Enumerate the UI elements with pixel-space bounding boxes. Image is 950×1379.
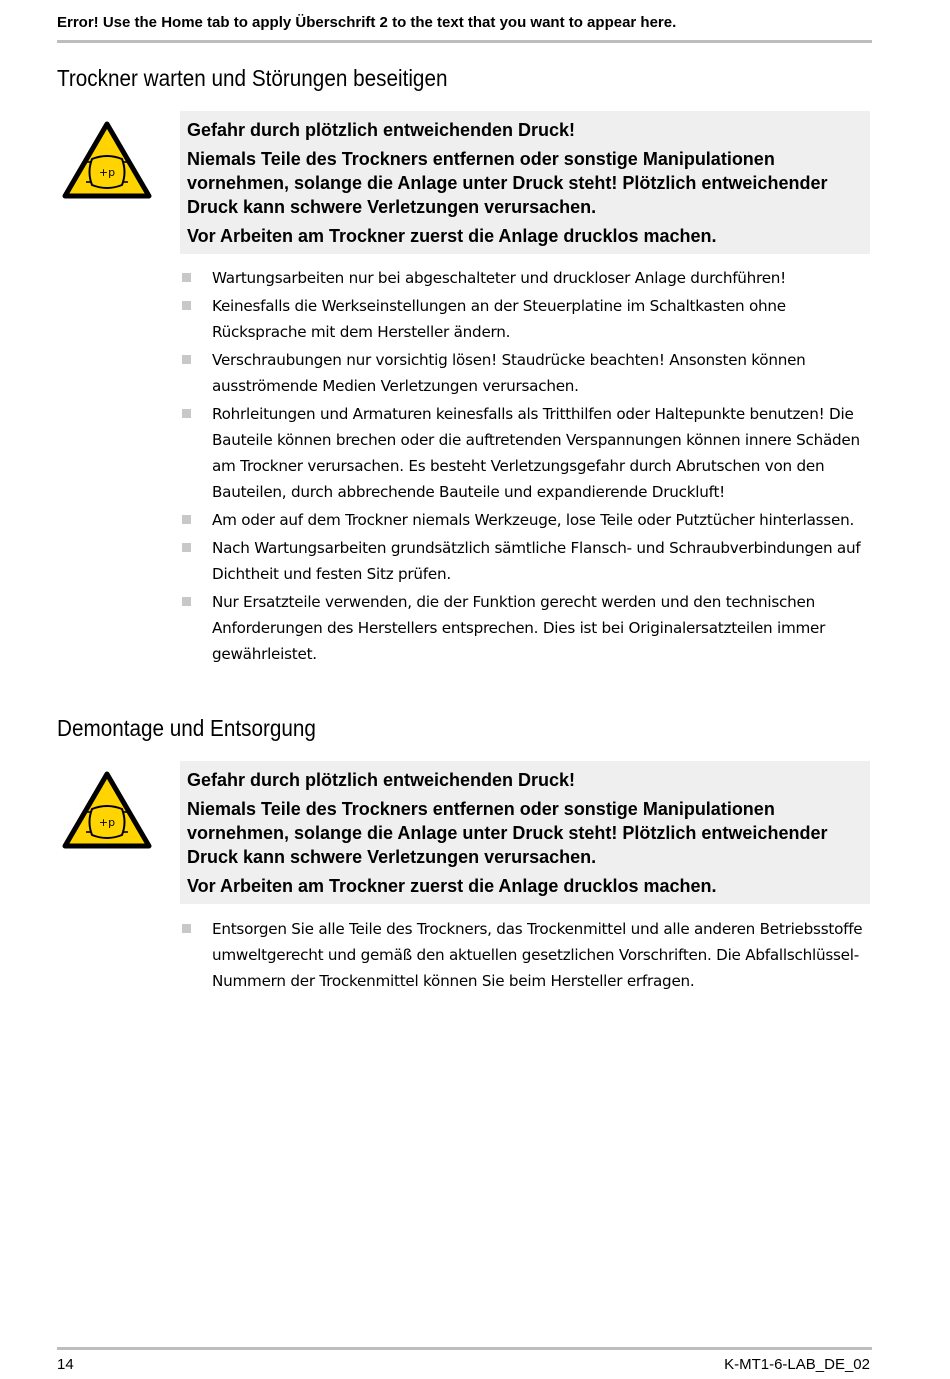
list-item-text: Am oder auf dem Trockner niemals Werkzeuge, lose Teile oder Putztücher hinterlassen.	[212, 511, 855, 529]
footer-divider	[57, 1347, 872, 1350]
svg-text:+p: +p	[98, 816, 116, 829]
warning-box	[180, 111, 870, 254]
list-item	[182, 507, 867, 533]
list-item	[182, 401, 867, 505]
bullet-square-icon	[182, 273, 191, 282]
list-item	[182, 265, 867, 291]
bullet-square-icon	[182, 355, 191, 364]
list-item	[182, 535, 867, 587]
disposal-bullet-list	[182, 916, 867, 996]
list-item-text: Keinesfalls die Werkseinstellungen an der Steuerplatine im Schaltkasten ohne Rücksprache mit dem Hersteller ändern.	[212, 297, 786, 341]
list-item	[182, 293, 867, 345]
warning-body: Niemals Teile des Trockners entfernen oder sonstige Manipulationen vornehmen, solange die Anlage unter Druck steht! Plötzlich entweichender Druck kann schwere Verletzungen verursachen.	[187, 799, 828, 867]
list-item-text: Nur Ersatzteile verwenden, die der Funktion gerecht werden und den technischen Anforderungen des Herstellers entsprechen. Dies ist bei Originalersatzteilen immer gewährleistet.	[212, 593, 826, 663]
warning-body: Niemals Teile des Trockners entfernen oder sonstige Manipulationen vornehmen, solange die Anlage unter Druck steht! Plötzlich entweichender Druck kann schwere Verletzungen verursachen.	[187, 149, 828, 217]
list-item-text: Rohrleitungen und Armaturen keinesfalls als Tritthilfen oder Haltepunkte benutzen! Die Bauteile können brechen oder die auftretenden Verspannungen können innere Schäden am Trockner verursachen. Es besteht Verletzungsgefahr durch Abrutschen von den Bauteilen, durch abbrechende Bauteile und expandierende Druckluft!	[212, 405, 860, 501]
page-number: 14	[57, 1356, 74, 1373]
running-header: Error! Use the Home tab to apply Überschrift 2 to the text that you want to appear here.	[57, 13, 872, 43]
bullet-square-icon	[182, 543, 191, 552]
pressure-warning-icon	[61, 770, 153, 850]
maintenance-bullet-list	[182, 265, 867, 669]
svg-text:+p: +p	[98, 166, 116, 179]
list-item	[182, 916, 867, 994]
list-item	[182, 347, 867, 399]
list-item-text: Wartungsarbeiten nur bei abgeschalteter und druckloser Anlage durchführen!	[212, 269, 787, 287]
pressure-warning-icon	[61, 120, 153, 200]
bullet-square-icon	[182, 409, 191, 418]
warning-heading: Gefahr durch plötzlich entweichenden Druck!	[187, 770, 576, 790]
bullet-square-icon	[182, 515, 191, 524]
warning-instruction: Vor Arbeiten am Trockner zuerst die Anlage drucklos machen.	[187, 226, 717, 246]
section-title-maintenance: Trockner warten und Störungen beseitigen	[57, 65, 448, 91]
warning-instruction: Vor Arbeiten am Trockner zuerst die Anlage drucklos machen.	[187, 876, 717, 896]
bullet-square-icon	[182, 597, 191, 606]
bullet-square-icon	[182, 924, 191, 933]
bullet-square-icon	[182, 301, 191, 310]
list-item-text: Entsorgen Sie alle Teile des Trockners, das Trockenmittel und alle anderen Betriebsstoffe umweltgerecht und gemäß den aktuellen gesetzlichen Vorschriften. Die Abfallschlüssel-Nummern der Trockenmittel können Sie beim Hersteller erfragen.	[212, 920, 863, 990]
list-item	[182, 589, 867, 667]
document-id: K-MT1-6-LAB_DE_02	[724, 1356, 870, 1373]
warning-heading: Gefahr durch plötzlich entweichenden Druck!	[187, 120, 576, 140]
list-item-text: Nach Wartungsarbeiten grundsätzlich sämtliche Flansch- und Schraubverbindungen auf Dichtheit und festen Sitz prüfen.	[212, 539, 861, 583]
list-item-text: Verschraubungen nur vorsichtig lösen! Staudrücke beachten! Ansonsten können ausströmende Medien Verletzungen verursachen.	[212, 351, 806, 395]
warning-box	[180, 761, 870, 904]
section-title-disposal: Demontage und Entsorgung	[57, 715, 316, 741]
